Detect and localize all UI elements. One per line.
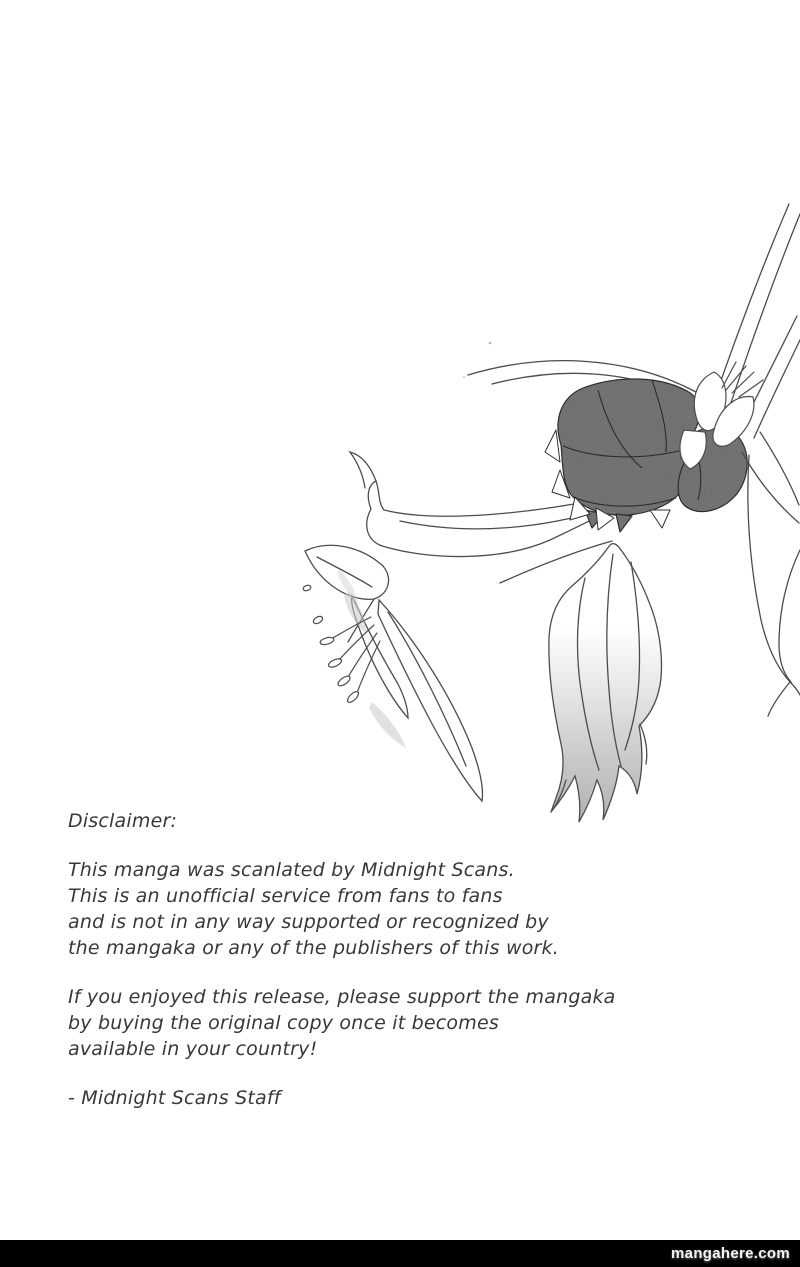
signature-line: - Midnight Scans Staff [68, 1087, 281, 1109]
right-leaves [742, 432, 800, 716]
site-watermark: mangahere.com [671, 1245, 790, 1262]
disclaimer-text-block [68, 808, 688, 1111]
hanging-bud [549, 544, 662, 822]
disclaimer-line: the mangaka or any of the publishers of this work. [68, 937, 560, 959]
footer-bar [0, 1240, 800, 1267]
disclaimer-line: If you enjoyed this release, please support the mangaka [68, 986, 616, 1008]
disclaimer-line: by buying the original copy once it becomes [68, 1012, 499, 1034]
disclaimer-line: This manga was scanlated by Midnight Scans. [68, 859, 515, 881]
spacer [68, 1062, 688, 1085]
disclaimer-line: This is an unofficial service from fans to fans [68, 885, 503, 907]
disclaimer-line: and is not in any way supported or recognized by [68, 911, 549, 933]
spacer [68, 961, 688, 984]
disclaimer-line: available in your country! [68, 1038, 318, 1060]
disclaimer-heading: Disclaimer: [68, 810, 178, 832]
spacer [68, 834, 688, 857]
